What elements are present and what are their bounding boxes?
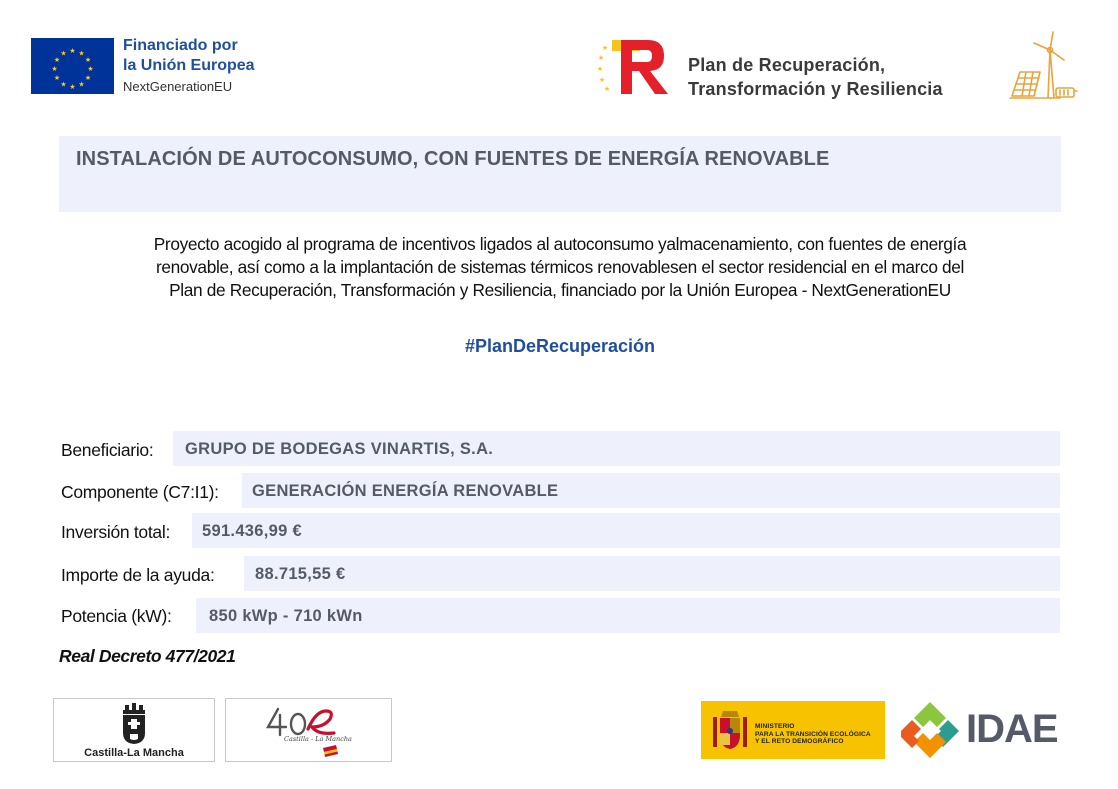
svg-text:★: ★ [78,80,85,89]
svg-text:★: ★ [598,76,606,84]
forty-years-logo [225,698,392,762]
beneficiario-label: Beneficiario: [61,440,154,460]
svg-text:★: ★ [69,83,76,91]
beneficiario-field [173,431,1060,466]
svg-text:★: ★ [53,74,61,82]
project-description [60,233,1060,302]
prtr-logo-icon [596,36,670,96]
svg-text:★: ★ [596,65,604,73]
importe-field [244,556,1060,591]
description-line3: Plan de Recuperación, Transformación y Resiliencia, financiado por la Unión Europea - NextGenerationEU [169,280,951,300]
inversion-value: 591.436,99 € [202,522,302,540]
potencia-label: Potencia (kW): [61,606,172,626]
ministry-line3: Y EL RETO DEMOGRÁFICO [755,738,844,746]
idae-logo-icon [899,700,961,760]
title-banner [59,136,1061,212]
componente-label: Componente (C7:I1): [61,482,219,502]
componente-value: GENERACIÓN ENERGÍA RENOVABLE [252,482,559,500]
potencia-field [196,598,1060,633]
svg-text:★: ★ [78,49,85,58]
page-title: INSTALACIÓN DE AUTOCONSUMO, CON FUENTES DE ENERGÍA RENOVABLE [76,148,830,170]
clm-text: Castilla-La Mancha [84,747,184,759]
svg-text:★: ★ [597,54,605,62]
svg-text:★: ★ [87,65,94,73]
royal-decree: Real Decreto 477/2021 [59,646,236,666]
svg-text:★: ★ [51,65,58,73]
clm-logo [53,698,215,762]
prtr-line1: Plan de Recuperación, [688,55,886,75]
eu-flag-icon [31,38,114,94]
description-line1: Proyecto acogido al programa de incentivos ligados al autoconsumo yalmacenamiento, con fuentes de energía [153,234,967,254]
svg-text:★: ★ [60,80,67,89]
hashtag: #PlanDeRecuperación [464,336,656,356]
eu-funding-line2: la Unión Europea [123,57,255,74]
prtr-text [688,53,943,101]
eu-funding-line1: Financiado por [123,37,238,54]
ministry-text [755,723,871,746]
spain-flag-icon [322,745,338,757]
potencia-value: 850 kWp - 710 kWn [209,607,363,625]
beneficiario-value: GRUPO DE BODEGAS VINARTIS, S.A. [185,440,494,458]
componente-field [242,473,1060,508]
svg-text:★: ★ [60,49,67,58]
importe-label: Importe de la ayuda: [61,565,215,585]
svg-text:★: ★ [84,56,92,64]
ministry-line1: MINISTERIO [755,723,795,730]
idae-text: IDAE [966,707,1058,751]
inversion-label: Inversión total: [61,522,171,542]
svg-text:★: ★ [601,44,609,52]
renewable-energy-icon [1004,30,1080,102]
spain-coat-of-arms-icon [711,709,749,751]
ministry-line2: PARA LA TRANSICIÓN ECOLÓGICA [755,730,871,738]
svg-text:★: ★ [603,85,611,93]
prtr-line2: Transformación y Resiliencia [688,79,943,99]
svg-text:★: ★ [53,56,61,64]
importe-value: 88.715,55 € [255,565,346,583]
svg-text:★: ★ [84,74,92,82]
forty-years-subtitle: Castilla - La Mancha [284,735,352,743]
svg-text:★: ★ [69,47,76,55]
eu-funding-text [123,36,255,97]
eu-funding-line3: NextGenerationEU [123,79,233,94]
clm-emblem-icon [118,703,150,745]
inversion-field [192,513,1060,548]
forty-years-logo-icon [264,705,364,739]
description-line2: renovable, así como a la implantación de sistemas térmicos renovablesen el sector residencial en el marco del [155,257,965,277]
ministry-logo [701,701,885,759]
